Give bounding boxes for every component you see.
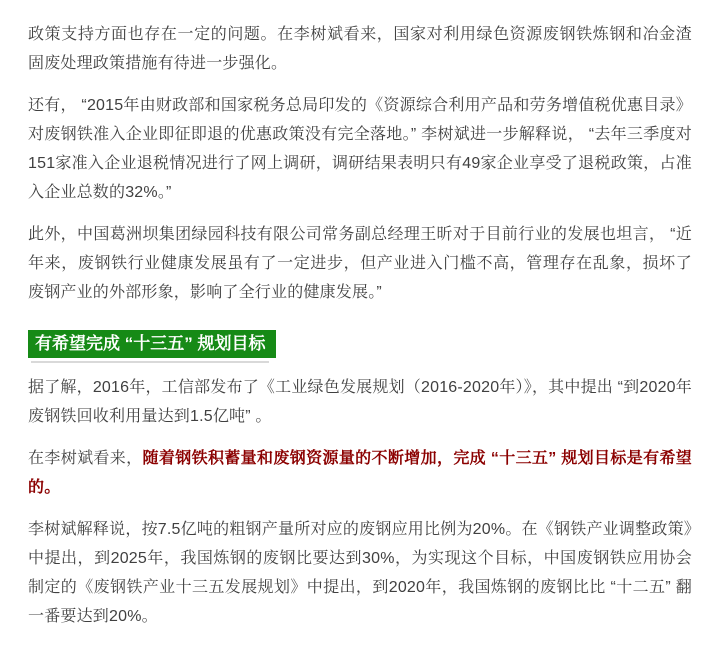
- plan-target-hope-prefix: 在李树斌看来，: [28, 450, 143, 467]
- plan-target-hope-highlight: 随着钢铁积蓄量和废钢资源量的不断增加，完成 “十三五” 规划目标是有希望的。: [28, 450, 692, 496]
- paragraph-green-development-plan: 据了解，2016年，工信部发布了《工业绿色发展规划（2016-2020年）》，其中提出 “到2020年废钢铁回收利用量达到1.5亿吨” 。: [28, 379, 692, 425]
- section-heading-label: 有希望完成 “十三五” 规划目标: [35, 334, 266, 353]
- paragraph-policy-support: 政策支持方面也存在一定的问题。在李树斌看来，国家对利用绿色资源废钢铁炼钢和冶金渣固废处理政策措施有待进一步强化。: [28, 26, 692, 72]
- section-heading-13th-five-year-plan: [28, 330, 276, 358]
- paragraph-plan-target-hope: [28, 444, 692, 502]
- paragraph-scrap-steel-ratio: 李树斌解释说，按7.5亿吨的粗钢产量所对应的废钢应用比例为20%。在《钢铁产业调整政策》中提出，到2025年，我国炼钢的废钢比要达到30%，为实现这个目标，中国废钢铁应用协会制定的《废钢铁产业十三五发展规划》中提出，到2020年，我国炼钢的废钢比比 “十二五” 翻一番要达到20%。: [28, 521, 692, 625]
- paragraph-wangxin-comment: 此外，中国葛洲坝集团绿园科技有限公司常务副总经理王昕对于目前行业的发展也坦言， “近年来，废钢铁行业健康发展虽有了一定进步，但产业进入门槛不高，管理存在乱象，损坏了废钢产业的外部形象，影响了全行业的健康发展。”: [28, 226, 692, 301]
- paragraph-tax-rebate-policy: 还有， “2015年由财政部和国家税务总局印发的《资源综合利用产品和劳务增值税优惠目录》对废钢铁准入企业即征即退的优惠政策没有完全落地。” 李树斌进一步解释说， “去年三季度对151家准入企业退税情况进行了网上调研，调研结果表明只有49家企业享受了退税政策，占准入企业总数的32%。”: [28, 97, 692, 201]
